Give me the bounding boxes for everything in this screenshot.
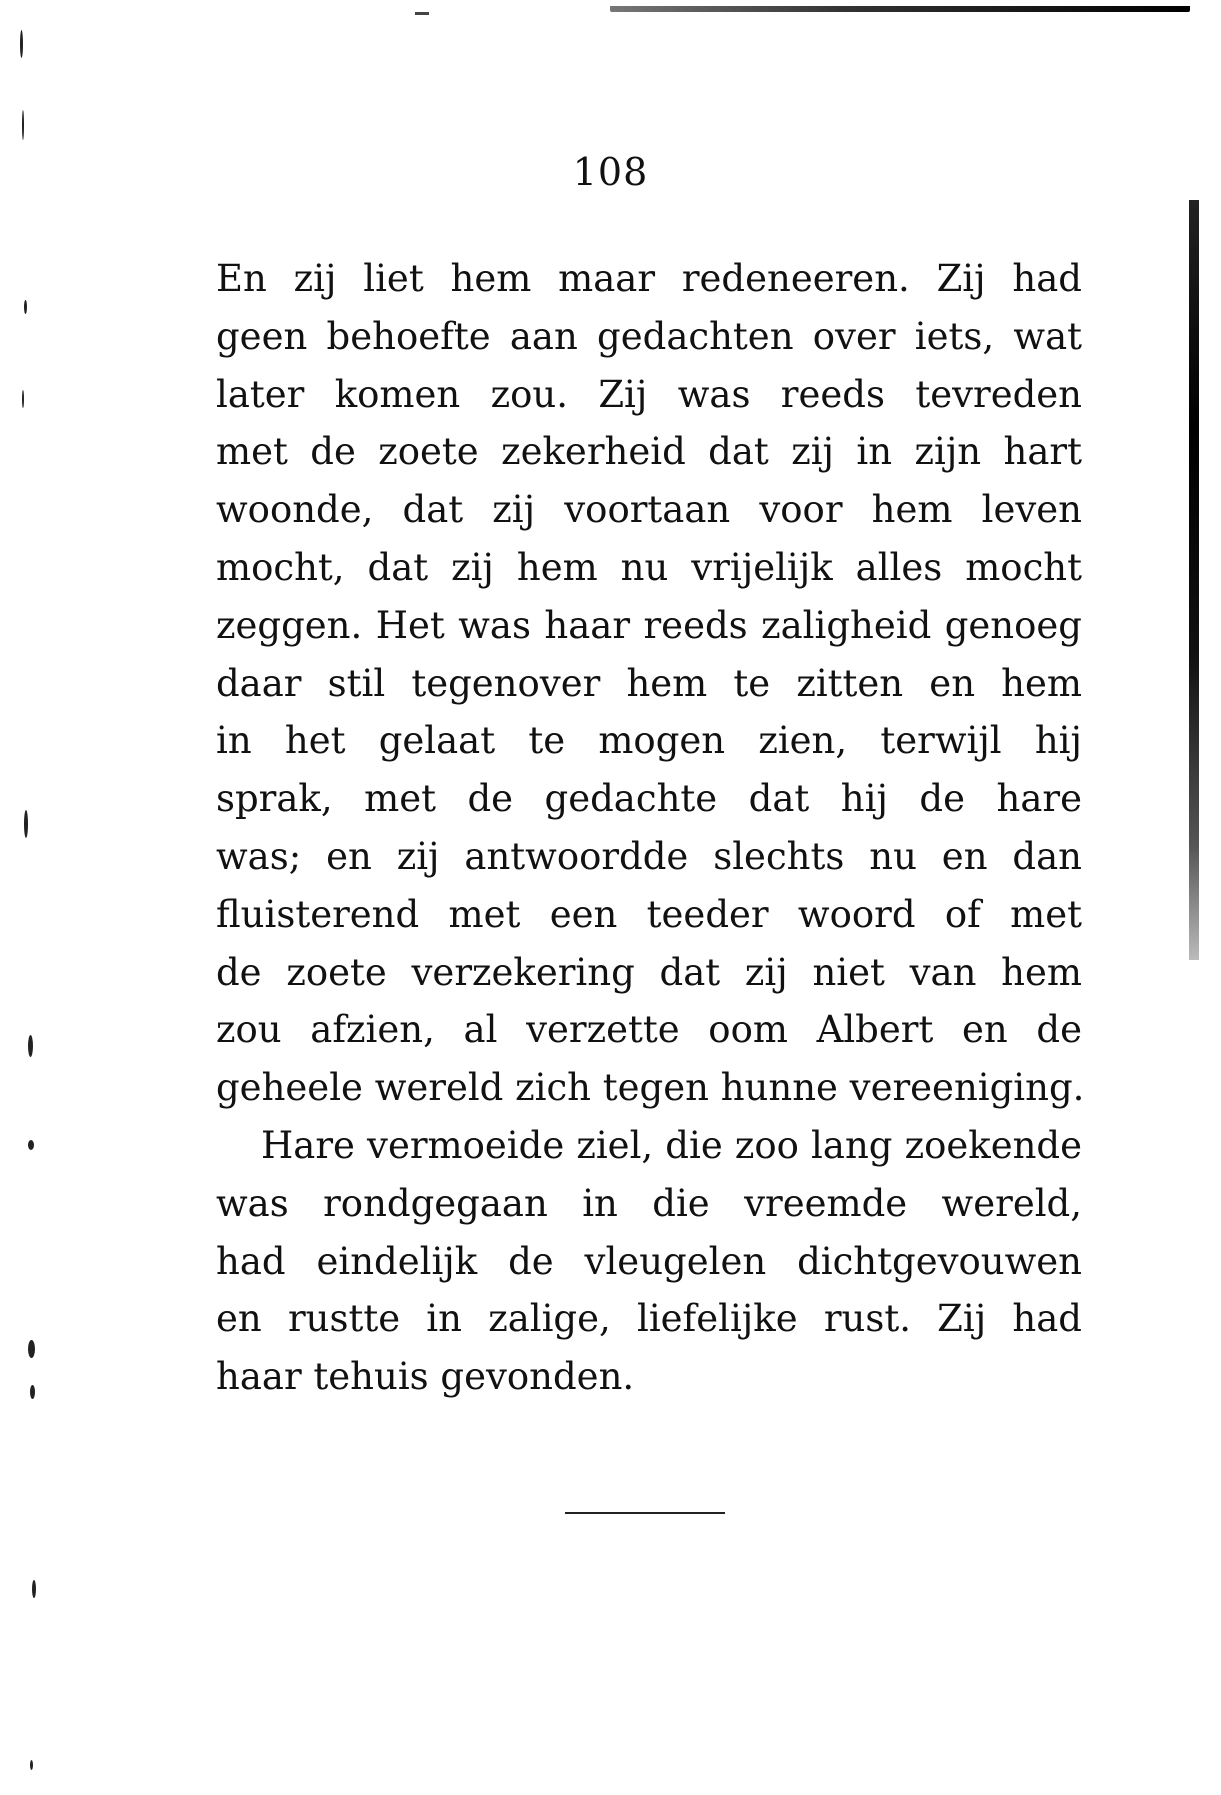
scan-right-edge [1189, 200, 1199, 960]
page-number: 108 [572, 150, 649, 194]
text-line: daar stil tegenover hem te zitten en hem [216, 661, 1082, 705]
text-line: geheele wereld zich tegen hunne vereeniging. [216, 1066, 1085, 1110]
text-line: mocht, dat zij hem nu vrijelijk alles mocht [216, 545, 1082, 589]
paragraph-1 [216, 250, 1085, 1117]
body-text [216, 250, 1085, 1406]
text-line: sprak, met de gedachte dat hij de hare [216, 777, 1082, 821]
text-line: had eindelijk de vleugelen dichtgevouwen [216, 1239, 1082, 1283]
text-line: met de zoete zekerheid dat zij in zijn hart [216, 430, 1082, 474]
text-line: was; en zij antwoordde slechts nu en dan [216, 834, 1082, 878]
text-line: was rondgegaan in die vreemde wereld, [216, 1181, 1082, 1225]
scan-top-mark [415, 12, 429, 15]
text-line: de zoete verzekering dat zij niet van hem [216, 950, 1082, 994]
text-line: zeggen. Het was haar reeds zaligheid genoeg [216, 603, 1082, 647]
text-line: geen behoefte aan gedachten over iets, wat [216, 314, 1082, 358]
text-line: en rustte in zalige, liefelijke rust. Zij had [216, 1297, 1082, 1341]
text-line: fluisterend met een teeder woord of met [216, 892, 1082, 936]
text-line: zou afzien, al verzette oom Albert en de [216, 1008, 1082, 1052]
text-line: Hare vermoeide ziel, die zoo lang zoekende [261, 1123, 1082, 1167]
scan-left-margin-specks [16, 0, 46, 1795]
text-line: in het gelaat te mogen zien, terwijl hij [216, 719, 1082, 763]
text-line: En zij liet hem maar redeneeren. Zij had [216, 257, 1082, 300]
text-line: haar tehuis gevonden. [216, 1355, 635, 1399]
text-line: woonde, dat zij voortaan voor hem leven [216, 488, 1082, 532]
scan-top-edge [610, 6, 1190, 12]
text-line: later komen zou. Zij was reeds tevreden [216, 372, 1082, 416]
end-of-chapter-rule [565, 1512, 725, 1514]
paragraph-2 [216, 1117, 1082, 1406]
